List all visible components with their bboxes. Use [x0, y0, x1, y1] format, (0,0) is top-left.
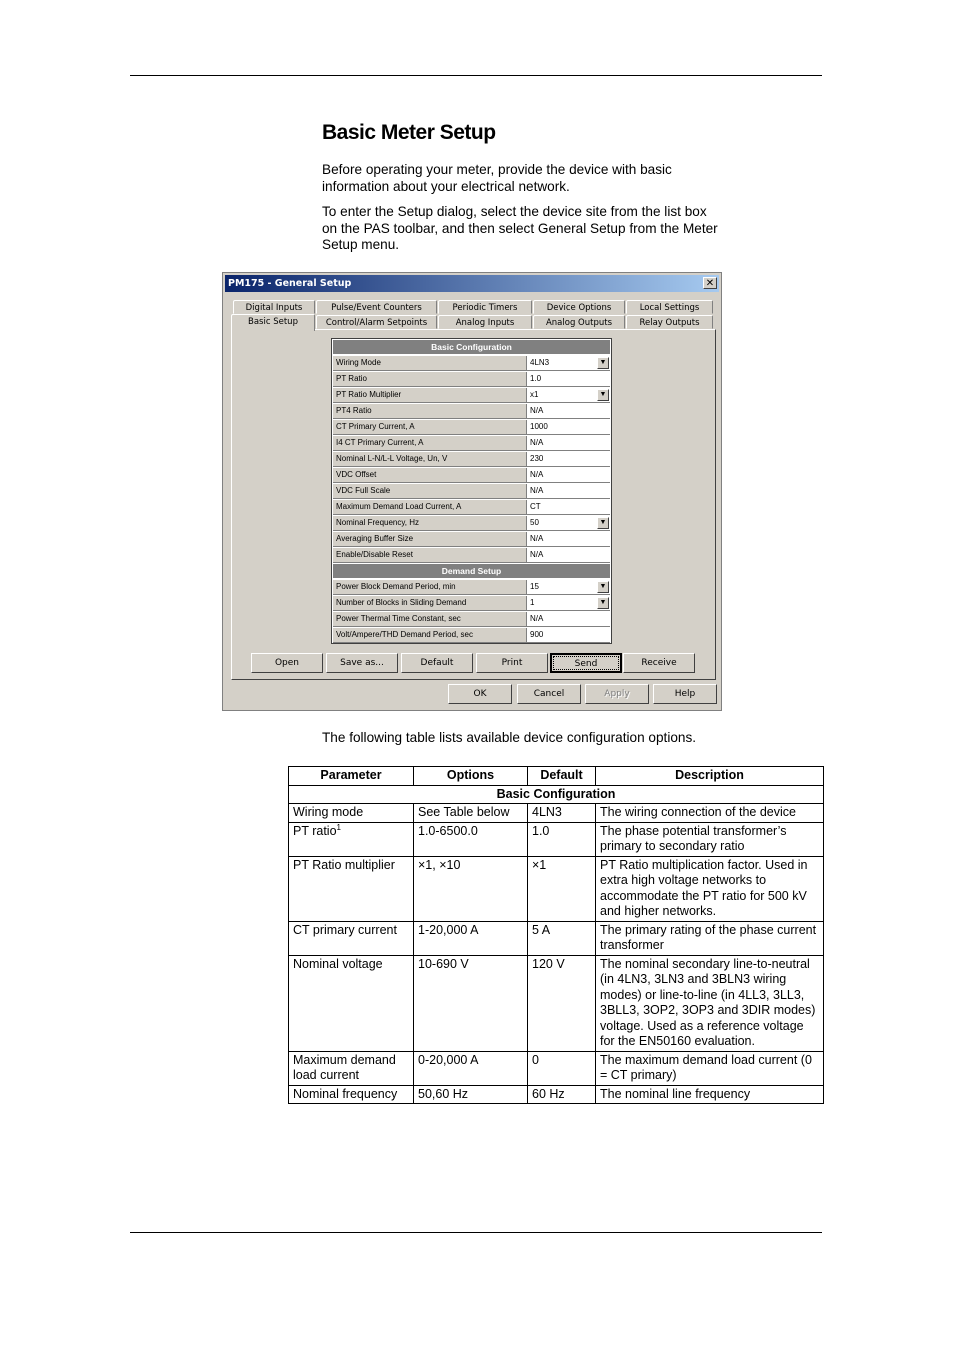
table-row: [289, 804, 824, 823]
cell-default: 120 V: [528, 955, 596, 1051]
tab-basic-setup[interactable]: Basic Setup: [231, 314, 315, 331]
receive-button[interactable]: Receive: [623, 653, 695, 673]
parameter-text: Wiring mode: [293, 805, 364, 819]
grid-row-input[interactable]: [528, 404, 610, 418]
apply-button[interactable]: Apply: [585, 684, 649, 704]
cell-options: See Table below: [414, 804, 528, 823]
default-button[interactable]: Default: [401, 653, 473, 673]
grid-row-input[interactable]: [528, 628, 610, 642]
cancel-button[interactable]: Cancel: [517, 684, 581, 704]
cell-default: ×1: [528, 856, 596, 921]
close-icon[interactable]: ✕: [703, 277, 717, 289]
setup-grid: [331, 338, 612, 644]
table-row: [289, 1085, 824, 1104]
grid-row-value: N/A: [530, 486, 544, 495]
grid-row-label: PT4 Ratio: [333, 404, 527, 418]
grid-row-value: N/A: [530, 614, 544, 623]
dropdown-arrow-icon[interactable]: ▼: [597, 597, 609, 609]
table-intro: The following table lists available device configuration options.: [322, 730, 697, 745]
grid-row-value: N/A: [530, 470, 544, 479]
table-row: [289, 822, 824, 856]
cell-description: The phase potential transformer’s primary to secondary ratio: [596, 822, 824, 856]
grid-row-select[interactable]: [528, 356, 610, 370]
grid-row-input[interactable]: [528, 548, 610, 562]
grid-row-value: N/A: [530, 534, 544, 543]
cell-parameter: [289, 921, 414, 955]
grid-row-label: Maximum Demand Load Current, A: [333, 500, 527, 514]
grid-row-value: N/A: [530, 550, 544, 559]
grid-row-select[interactable]: [528, 596, 610, 610]
table-row: [289, 921, 824, 955]
tab-pulse-event-counters[interactable]: Pulse/Event Counters: [316, 300, 437, 314]
grid-row-label: CT Primary Current, A: [333, 420, 527, 434]
grid-section-demand-setup: Demand Setup: [333, 564, 610, 578]
print-button[interactable]: Print: [476, 653, 548, 673]
grid-row: [333, 516, 610, 531]
grid-row: [333, 420, 610, 435]
grid-row-input[interactable]: [528, 452, 610, 466]
cell-parameter: [289, 856, 414, 921]
cell-options: 1.0-6500.0: [414, 822, 528, 856]
dropdown-arrow-icon[interactable]: ▼: [597, 389, 609, 401]
dropdown-arrow-icon[interactable]: ▼: [597, 581, 609, 593]
grid-row-select[interactable]: [528, 516, 610, 530]
grid-row: [333, 580, 610, 595]
grid-row: [333, 532, 610, 547]
header-description: Description: [596, 767, 824, 786]
grid-row-input[interactable]: [528, 484, 610, 498]
grid-row-label: Number of Blocks in Sliding Demand: [333, 596, 527, 610]
table-section-title: Basic Configuration: [289, 785, 824, 804]
cell-description: The maximum demand load current (0 = CT primary): [596, 1051, 824, 1085]
cell-default: 5 A: [528, 921, 596, 955]
cell-description: The wiring connection of the device: [596, 804, 824, 823]
dropdown-arrow-icon[interactable]: ▼: [597, 357, 609, 369]
cell-default: 0: [528, 1051, 596, 1085]
grid-row: [333, 388, 610, 403]
cell-description: The primary rating of the phase current transformer: [596, 921, 824, 955]
grid-row: [333, 500, 610, 515]
grid-row: [333, 596, 610, 611]
grid-row-input[interactable]: [528, 420, 610, 434]
cell-description: The nominal line frequency: [596, 1085, 824, 1104]
tab-analog-outputs[interactable]: Analog Outputs: [533, 315, 625, 329]
tab-digital-inputs[interactable]: Digital Inputs: [233, 300, 315, 314]
table-row: [289, 1051, 824, 1085]
cell-default: 60 Hz: [528, 1085, 596, 1104]
parameter-text: PT ratio: [293, 823, 337, 838]
grid-row: [333, 372, 610, 387]
dialog-title: PM175 - General Setup: [228, 278, 352, 289]
grid-row-label: Averaging Buffer Size: [333, 532, 527, 546]
grid-row: [333, 356, 610, 371]
table-header-row: [289, 767, 824, 786]
ok-button[interactable]: OK: [448, 684, 512, 704]
cell-options: ×1, ×10: [414, 856, 528, 921]
cell-default: 4LN3: [528, 804, 596, 823]
cell-parameter: [289, 955, 414, 1051]
intro-paragraph-2: To enter the Setup dialog, select the device site from the list box on the PAS toolbar, and then select General Setup from the Meter Setup menu.: [322, 204, 718, 252]
grid-section-basic-configuration: Basic Configuration: [333, 340, 610, 354]
cell-options: 1-20,000 A: [414, 921, 528, 955]
parameter-text: Nominal frequency: [293, 1086, 398, 1101]
grid-row-input[interactable]: [528, 468, 610, 482]
grid-row-label: Nominal Frequency, Hz: [333, 516, 527, 530]
grid-row-label: Power Thermal Time Constant, sec: [333, 612, 527, 626]
cell-parameter: [289, 804, 414, 823]
grid-row-label: VDC Offset: [333, 468, 527, 482]
grid-row-value: 230: [530, 454, 544, 463]
footnote-marker: 1: [336, 822, 341, 832]
grid-row-value: 1: [530, 598, 535, 607]
tab-local-settings[interactable]: Local Settings: [626, 300, 713, 314]
help-button[interactable]: Help: [653, 684, 717, 704]
grid-row-input[interactable]: [528, 532, 610, 546]
grid-row: [333, 484, 610, 499]
grid-row: [333, 404, 610, 419]
grid-row-label: Power Block Demand Period, min: [333, 580, 527, 594]
top-rule: [130, 75, 822, 76]
grid-row: [333, 612, 610, 627]
tab-periodic-timers[interactable]: Periodic Timers: [438, 300, 532, 314]
grid-row-value: N/A: [530, 406, 544, 415]
cell-options: 0-20,000 A: [414, 1051, 528, 1085]
grid-row-label: Wiring Mode: [333, 356, 527, 370]
intro-paragraph-1: Before operating your meter, provide the device with basic information about your electrical network.: [322, 162, 672, 194]
parameter-text: Nominal voltage: [293, 956, 383, 971]
grid-row-value: 15: [530, 582, 539, 591]
grid-row-value: N/A: [530, 438, 544, 447]
parameter-text: CT primary current: [293, 922, 397, 937]
grid-row-label: Nominal L-N/L-L Voltage, Un, V: [333, 452, 527, 466]
grid-row-value: 900: [530, 630, 544, 639]
grid-row: [333, 548, 610, 563]
grid-row-label: Enable/Disable Reset: [333, 548, 527, 562]
grid-row-input[interactable]: [528, 436, 610, 450]
header-options: Options: [414, 767, 528, 786]
dialog-titlebar: [225, 275, 719, 292]
header-parameter: Parameter: [289, 767, 414, 786]
grid-row-select[interactable]: [528, 580, 610, 594]
cell-default: 1.0: [528, 822, 596, 856]
grid-row: [333, 628, 610, 643]
grid-row-value: 4LN3: [530, 358, 550, 367]
parameter-text: Maximum demand load current: [293, 1052, 396, 1082]
tab-relay-outputs[interactable]: Relay Outputs: [626, 315, 713, 329]
cell-options: 50,60 Hz: [414, 1085, 528, 1104]
cell-options: 10-690 V: [414, 955, 528, 1051]
grid-row-input[interactable]: [528, 612, 610, 626]
grid-row-input[interactable]: [528, 500, 610, 514]
grid-row-label: PT Ratio Multiplier: [333, 388, 527, 402]
grid-row-value: 1.0: [530, 374, 542, 383]
cell-description: PT Ratio multiplication factor. Used in extra high voltage networks to accommodate the PT ratio for 500 kV and higher networks.: [596, 856, 824, 921]
grid-row-select[interactable]: [528, 388, 610, 402]
config-table: [288, 766, 824, 1104]
page-title: Basic Meter Setup: [322, 121, 496, 144]
grid-row-label: I4 CT Primary Current, A: [333, 436, 527, 450]
grid-row-label: PT Ratio: [333, 372, 527, 386]
grid-row: [333, 436, 610, 451]
table-row: [289, 955, 824, 1051]
grid-row-label: VDC Full Scale: [333, 484, 527, 498]
grid-row: [333, 452, 610, 467]
bottom-rule: [130, 1232, 822, 1233]
grid-row-value: 1000: [530, 422, 548, 431]
grid-row-label: Volt/Ampere/THD Demand Period, sec: [333, 628, 527, 642]
parameter-text: PT Ratio multiplier: [293, 857, 395, 872]
tab-control-alarm-setpoints[interactable]: Control/Alarm Setpoints: [316, 315, 437, 329]
grid-row-value: x1: [530, 390, 539, 399]
dropdown-arrow-icon[interactable]: ▼: [597, 517, 609, 529]
grid-row-input[interactable]: [528, 372, 610, 386]
cell-parameter: [289, 1051, 414, 1085]
tab-device-options[interactable]: Device Options: [533, 300, 625, 314]
table-row: [289, 856, 824, 921]
grid-row-value: 50: [530, 518, 539, 527]
table-section-row: [289, 785, 824, 804]
cell-parameter: [289, 822, 414, 856]
send-button[interactable]: Send: [550, 653, 622, 673]
header-default: Default: [528, 767, 596, 786]
tab-analog-inputs[interactable]: Analog Inputs: [438, 315, 532, 329]
cell-parameter: [289, 1085, 414, 1104]
grid-row: [333, 468, 610, 483]
grid-row-value: CT: [530, 502, 541, 511]
open-button[interactable]: Open: [251, 653, 323, 673]
save-as-button[interactable]: Save as...: [326, 653, 398, 673]
cell-description: The nominal secondary line-to-neutral (in 4LN3, 3LN3 and 3BLN3 wiring modes) or line-to-line (in 4LL3, 3LL3, 3BLL3, 3OP2, 3OP3 and 3DIR modes) voltage. Used as a reference voltage for the EN50160 evaluation.: [596, 955, 824, 1051]
